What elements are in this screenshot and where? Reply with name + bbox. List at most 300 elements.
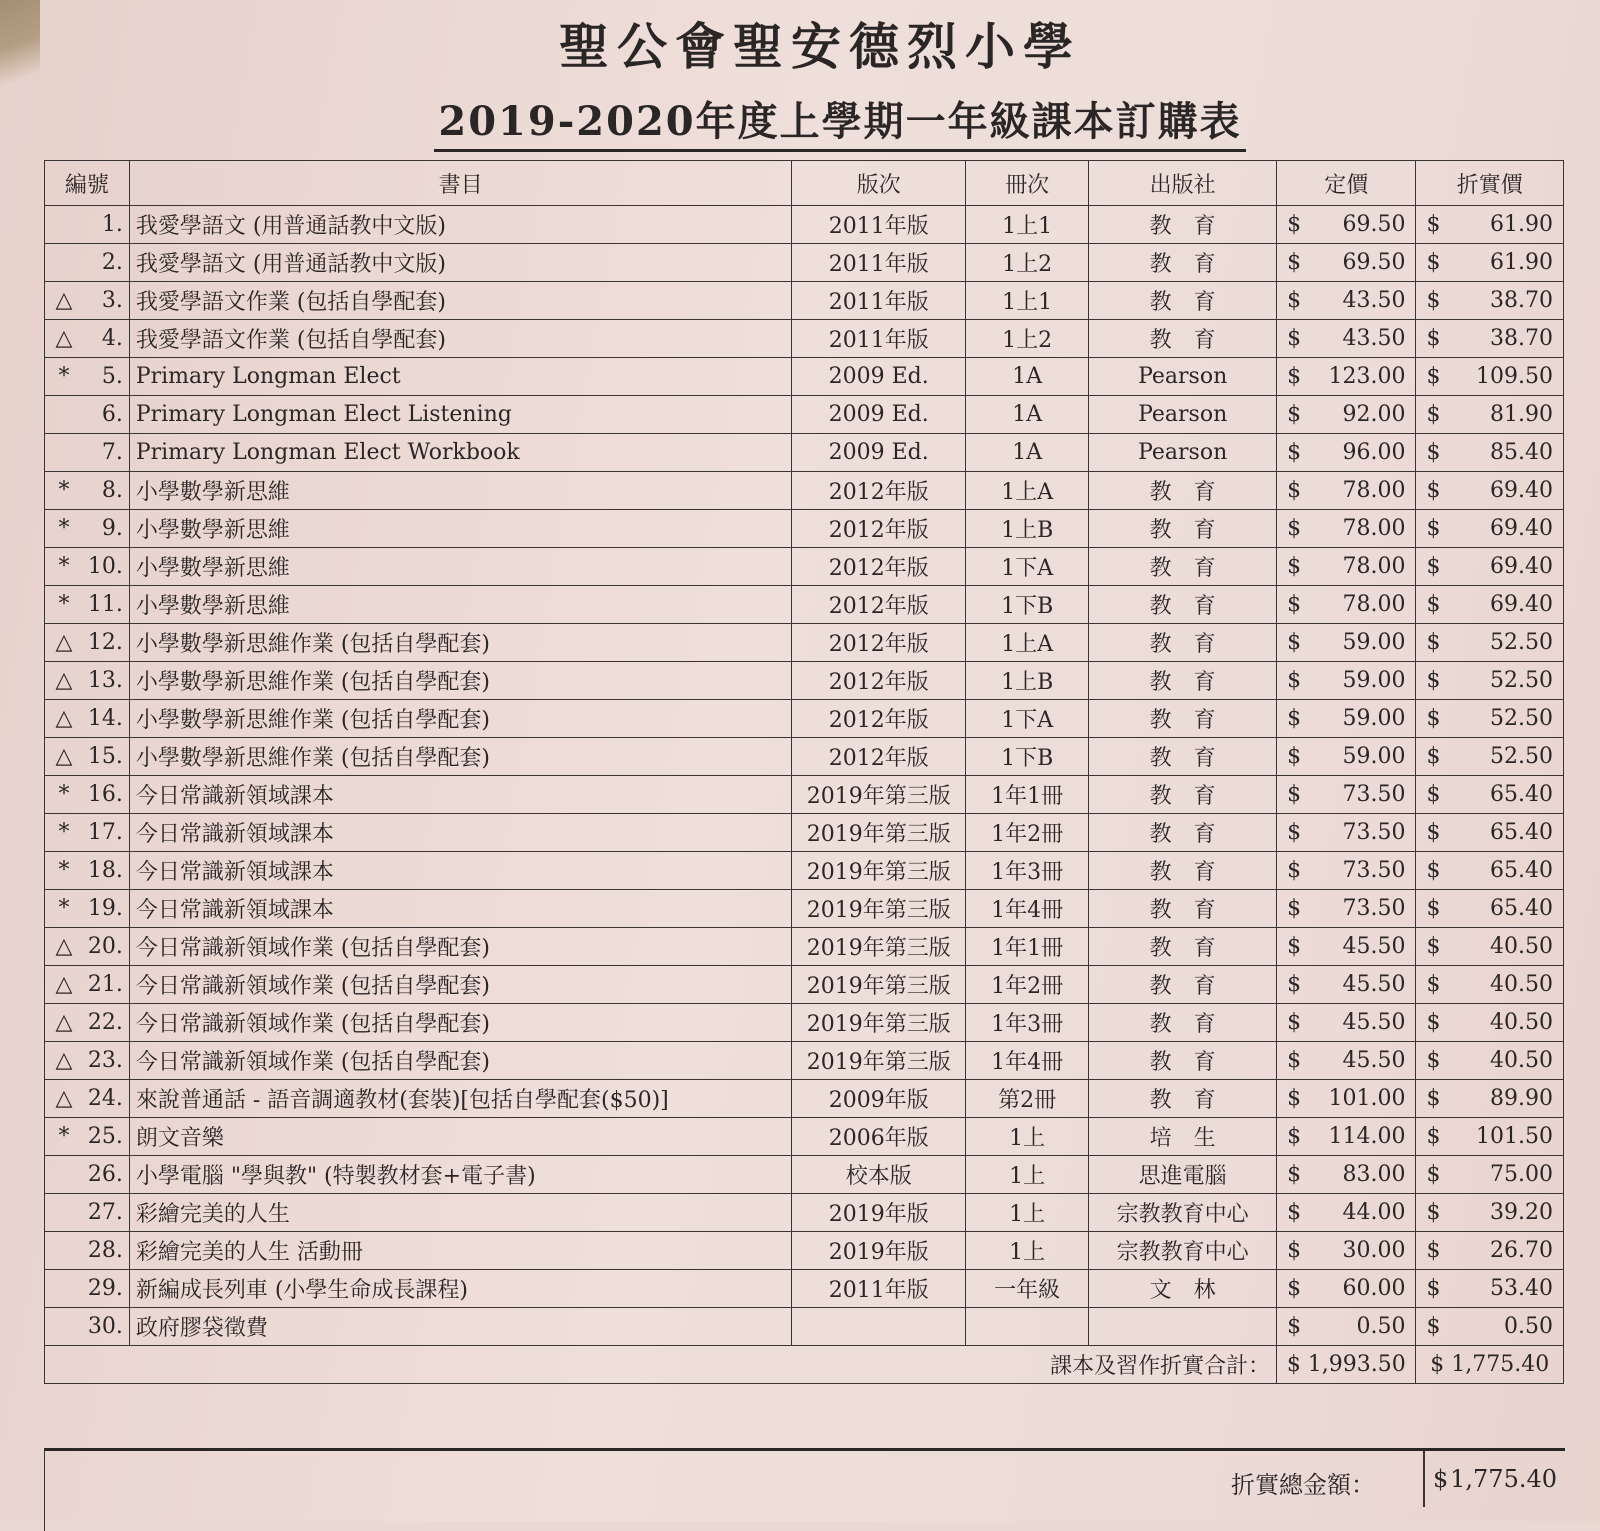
row-volume: 1上 bbox=[966, 1194, 1089, 1232]
row-price-cell bbox=[1277, 890, 1416, 928]
textbook-table bbox=[44, 160, 1564, 1384]
grand-total-divider bbox=[1423, 1451, 1425, 1507]
row-title: 小學電腦 "學與教" (特製教材套+電子書) bbox=[129, 1156, 792, 1194]
row-volume: 1年4冊 bbox=[966, 1042, 1089, 1080]
row-net-price: 39.20 bbox=[1490, 1200, 1553, 1225]
row-publisher: 教 育 bbox=[1089, 966, 1277, 1004]
subtotal-row bbox=[45, 1346, 1564, 1384]
row-number: 4. bbox=[101, 326, 123, 351]
row-volume: 1A bbox=[966, 396, 1089, 434]
currency-symbol: $ bbox=[1426, 554, 1441, 579]
row-number-cell bbox=[45, 966, 130, 1004]
row-edition: 2011年版 bbox=[792, 206, 966, 244]
row-price: 101.00 bbox=[1328, 1086, 1406, 1111]
currency-symbol: $ bbox=[1287, 896, 1302, 921]
currency-symbol: $ bbox=[1287, 668, 1302, 693]
row-mark: * bbox=[58, 478, 70, 503]
table-row bbox=[45, 1308, 1564, 1346]
row-publisher: 教 育 bbox=[1089, 472, 1277, 510]
row-price-cell bbox=[1277, 548, 1416, 586]
row-publisher: Pearson bbox=[1089, 434, 1277, 472]
row-net-price-cell bbox=[1416, 1118, 1564, 1156]
row-mark: * bbox=[58, 516, 70, 541]
row-price-cell bbox=[1277, 1004, 1416, 1042]
row-net-price-cell bbox=[1416, 1232, 1564, 1270]
row-volume: 1A bbox=[966, 434, 1089, 472]
row-price: 73.50 bbox=[1342, 858, 1406, 883]
currency-symbol: $ bbox=[1287, 288, 1302, 313]
row-net-price: 65.40 bbox=[1490, 858, 1553, 883]
row-price: 73.50 bbox=[1342, 782, 1406, 807]
row-edition: 2009年版 bbox=[792, 1080, 966, 1118]
currency-symbol: $ bbox=[1426, 896, 1441, 921]
row-publisher: 文 林 bbox=[1089, 1270, 1277, 1308]
row-number: 16. bbox=[87, 782, 123, 807]
row-net-price-cell bbox=[1416, 852, 1564, 890]
row-title: 今日常識新領域課本 bbox=[129, 814, 792, 852]
row-number-cell bbox=[45, 1232, 130, 1270]
row-price-cell bbox=[1277, 320, 1416, 358]
row-price-cell bbox=[1277, 738, 1416, 776]
row-net-price-cell bbox=[1416, 1004, 1564, 1042]
row-edition: 2019年第三版 bbox=[792, 966, 966, 1004]
row-price: 73.50 bbox=[1342, 896, 1406, 921]
row-net-price: 52.50 bbox=[1490, 744, 1553, 769]
row-price-cell bbox=[1277, 1308, 1416, 1346]
header-price: 定價 bbox=[1277, 161, 1416, 206]
row-publisher bbox=[1089, 1308, 1277, 1346]
row-volume: 1下A bbox=[966, 700, 1089, 738]
row-price-cell bbox=[1277, 1042, 1416, 1080]
currency-symbol: $ bbox=[1287, 250, 1302, 275]
row-publisher: 教 育 bbox=[1089, 206, 1277, 244]
row-number: 8. bbox=[101, 478, 123, 503]
row-title: 今日常識新領域課本 bbox=[129, 852, 792, 890]
currency-symbol: $ bbox=[1287, 402, 1302, 427]
row-price: 60.00 bbox=[1342, 1276, 1406, 1301]
row-price-cell bbox=[1277, 586, 1416, 624]
row-number-cell bbox=[45, 510, 130, 548]
row-price: 73.50 bbox=[1342, 820, 1406, 845]
row-price: 45.50 bbox=[1342, 934, 1406, 959]
row-mark: △ bbox=[55, 706, 73, 731]
row-publisher: Pearson bbox=[1089, 358, 1277, 396]
row-net-price-cell bbox=[1416, 700, 1564, 738]
row-number-cell bbox=[45, 662, 130, 700]
currency-symbol: $ bbox=[1287, 326, 1302, 351]
row-price: 78.00 bbox=[1342, 554, 1406, 579]
row-publisher: 教 育 bbox=[1089, 320, 1277, 358]
row-title: Primary Longman Elect bbox=[129, 358, 792, 396]
row-number-cell bbox=[45, 548, 130, 586]
row-price-cell bbox=[1277, 282, 1416, 320]
row-volume: 1下A bbox=[966, 548, 1089, 586]
table-row bbox=[45, 586, 1564, 624]
row-title: 小學數學新思維 bbox=[129, 548, 792, 586]
row-mark: * bbox=[58, 554, 70, 579]
currency-symbol: $ bbox=[1287, 592, 1302, 617]
row-net-price: 81.90 bbox=[1490, 402, 1553, 427]
row-volume: 1上 bbox=[966, 1232, 1089, 1270]
row-price: 30.00 bbox=[1342, 1238, 1406, 1263]
row-mark: △ bbox=[55, 934, 73, 959]
row-net-price: 85.40 bbox=[1490, 440, 1553, 465]
row-mark: △ bbox=[55, 326, 73, 351]
row-volume: 1上A bbox=[966, 472, 1089, 510]
row-price-cell bbox=[1277, 358, 1416, 396]
currency-symbol: $ bbox=[1287, 1086, 1302, 1111]
row-title: 今日常識新領域課本 bbox=[129, 776, 792, 814]
currency-symbol: $ bbox=[1287, 1124, 1302, 1149]
row-price-cell bbox=[1277, 624, 1416, 662]
row-price: 59.00 bbox=[1342, 630, 1406, 655]
row-price-cell bbox=[1277, 1194, 1416, 1232]
row-net-price: 52.50 bbox=[1490, 630, 1553, 655]
row-number-cell bbox=[45, 700, 130, 738]
row-edition: 2009 Ed. bbox=[792, 434, 966, 472]
currency-symbol: $ bbox=[1426, 1200, 1441, 1225]
row-title: 小學數學新思維 bbox=[129, 510, 792, 548]
row-number: 29. bbox=[87, 1276, 123, 1301]
row-edition: 2011年版 bbox=[792, 282, 966, 320]
subtotal-net: $ 1,775.40 bbox=[1416, 1346, 1564, 1384]
row-mark: * bbox=[58, 592, 70, 617]
row-volume: 1年1冊 bbox=[966, 928, 1089, 966]
row-net-price-cell bbox=[1416, 1080, 1564, 1118]
currency-symbol: $ bbox=[1426, 668, 1441, 693]
currency-symbol: $ bbox=[1426, 1238, 1441, 1263]
currency-symbol: $ bbox=[1287, 440, 1302, 465]
table-row bbox=[45, 320, 1564, 358]
row-price-cell bbox=[1277, 472, 1416, 510]
table-row bbox=[45, 662, 1564, 700]
row-edition: 2009 Ed. bbox=[792, 358, 966, 396]
form-header bbox=[0, 12, 1600, 152]
row-net-price-cell bbox=[1416, 1308, 1564, 1346]
currency-symbol: $ bbox=[1426, 782, 1441, 807]
row-volume: 1年2冊 bbox=[966, 814, 1089, 852]
row-mark: * bbox=[58, 364, 70, 389]
row-edition: 2019年第三版 bbox=[792, 776, 966, 814]
header-title: 書目 bbox=[129, 161, 792, 206]
row-price: 45.50 bbox=[1342, 1048, 1406, 1073]
row-price: 114.00 bbox=[1328, 1124, 1406, 1149]
currency-symbol: $ bbox=[1287, 478, 1302, 503]
row-publisher: 教 育 bbox=[1089, 1042, 1277, 1080]
row-title: 今日常識新領域作業 (包括自學配套) bbox=[129, 1004, 792, 1042]
currency-symbol: $ bbox=[1287, 516, 1302, 541]
currency-symbol: $ bbox=[1426, 1276, 1441, 1301]
row-publisher: 思進電腦 bbox=[1089, 1156, 1277, 1194]
row-volume: 1上B bbox=[966, 662, 1089, 700]
row-volume: 1年1冊 bbox=[966, 776, 1089, 814]
row-net-price-cell bbox=[1416, 890, 1564, 928]
row-mark: * bbox=[58, 1124, 70, 1149]
grand-total-box bbox=[44, 1448, 1565, 1531]
row-net-price-cell bbox=[1416, 662, 1564, 700]
row-net-price-cell bbox=[1416, 206, 1564, 244]
currency-symbol: $ bbox=[1287, 934, 1302, 959]
row-publisher: 教 育 bbox=[1089, 814, 1277, 852]
currency-symbol: $ bbox=[1287, 1048, 1302, 1073]
row-volume: 1年3冊 bbox=[966, 1004, 1089, 1042]
row-publisher: 培 生 bbox=[1089, 1118, 1277, 1156]
currency-symbol: $ bbox=[1287, 972, 1302, 997]
row-net-price: 69.40 bbox=[1490, 516, 1553, 541]
table-row bbox=[45, 244, 1564, 282]
row-edition: 2011年版 bbox=[792, 320, 966, 358]
row-edition: 2019年第三版 bbox=[792, 928, 966, 966]
row-number: 27. bbox=[87, 1200, 123, 1225]
currency-symbol: $ bbox=[1426, 250, 1441, 275]
row-price: 43.50 bbox=[1342, 326, 1406, 351]
row-net-price: 61.90 bbox=[1490, 212, 1553, 237]
row-publisher: 教 育 bbox=[1089, 890, 1277, 928]
row-price: 45.50 bbox=[1342, 1010, 1406, 1035]
row-number: 1. bbox=[101, 212, 123, 237]
row-price-cell bbox=[1277, 244, 1416, 282]
row-volume: 1下B bbox=[966, 738, 1089, 776]
currency-symbol: $ bbox=[1287, 364, 1302, 389]
row-edition: 2012年版 bbox=[792, 662, 966, 700]
row-volume: 第2冊 bbox=[966, 1080, 1089, 1118]
row-title: 我愛學語文作業 (包括自學配套) bbox=[129, 282, 792, 320]
row-number-cell bbox=[45, 890, 130, 928]
row-net-price: 52.50 bbox=[1490, 668, 1553, 693]
table-row bbox=[45, 966, 1564, 1004]
row-net-price: 101.50 bbox=[1476, 1124, 1553, 1149]
row-number: 28. bbox=[87, 1238, 123, 1263]
row-net-price: 65.40 bbox=[1490, 782, 1553, 807]
row-number-cell bbox=[45, 244, 130, 282]
row-publisher: 教 育 bbox=[1089, 624, 1277, 662]
currency-symbol: $ bbox=[1426, 858, 1441, 883]
table-row bbox=[45, 700, 1564, 738]
row-price-cell bbox=[1277, 1156, 1416, 1194]
row-number-cell bbox=[45, 1080, 130, 1118]
row-net-price: 65.40 bbox=[1490, 896, 1553, 921]
currency-symbol: $ bbox=[1287, 1314, 1302, 1339]
school-name: 聖公會聖安德烈小學 bbox=[559, 17, 1081, 76]
row-title: 我愛學語文作業 (包括自學配套) bbox=[129, 320, 792, 358]
table-row bbox=[45, 434, 1564, 472]
table-row bbox=[45, 776, 1564, 814]
table-row bbox=[45, 624, 1564, 662]
row-number: 20. bbox=[87, 934, 123, 959]
row-net-price-cell bbox=[1416, 624, 1564, 662]
row-price-cell bbox=[1277, 1232, 1416, 1270]
row-net-price-cell bbox=[1416, 966, 1564, 1004]
currency-symbol: $ bbox=[1426, 706, 1441, 731]
currency-symbol: $ bbox=[1426, 478, 1441, 503]
table-row bbox=[45, 1156, 1564, 1194]
row-number-cell bbox=[45, 1270, 130, 1308]
table-row bbox=[45, 890, 1564, 928]
table-row bbox=[45, 814, 1564, 852]
currency-symbol: $ bbox=[1426, 744, 1441, 769]
row-volume: 1年3冊 bbox=[966, 852, 1089, 890]
row-net-price-cell bbox=[1416, 928, 1564, 966]
row-volume: 1年4冊 bbox=[966, 890, 1089, 928]
row-net-price-cell bbox=[1416, 358, 1564, 396]
row-edition: 2011年版 bbox=[792, 244, 966, 282]
row-number: 21. bbox=[87, 972, 123, 997]
row-volume: 1上2 bbox=[966, 244, 1089, 282]
row-title: 新編成長列車 (小學生命成長課程) bbox=[129, 1270, 792, 1308]
row-volume: 1上A bbox=[966, 624, 1089, 662]
row-net-price-cell bbox=[1416, 776, 1564, 814]
row-price-cell bbox=[1277, 814, 1416, 852]
currency-symbol: $ bbox=[1287, 744, 1302, 769]
row-price: 59.00 bbox=[1342, 744, 1406, 769]
row-edition: 2012年版 bbox=[792, 700, 966, 738]
table-row bbox=[45, 1042, 1564, 1080]
currency-symbol: $ bbox=[1426, 402, 1441, 427]
row-publisher: 宗教教育中心 bbox=[1089, 1232, 1277, 1270]
row-number: 25. bbox=[87, 1124, 123, 1149]
row-edition: 2009 Ed. bbox=[792, 396, 966, 434]
table-row bbox=[45, 510, 1564, 548]
row-volume: 1上2 bbox=[966, 320, 1089, 358]
row-volume: 1下B bbox=[966, 586, 1089, 624]
row-price-cell bbox=[1277, 700, 1416, 738]
row-number-cell bbox=[45, 738, 130, 776]
row-number-cell bbox=[45, 434, 130, 472]
row-mark: * bbox=[58, 896, 70, 921]
currency-symbol: $ bbox=[1287, 554, 1302, 579]
row-net-price: 69.40 bbox=[1490, 554, 1553, 579]
row-price: 78.00 bbox=[1342, 478, 1406, 503]
row-title: 今日常識新領域課本 bbox=[129, 890, 792, 928]
row-price-cell bbox=[1277, 1270, 1416, 1308]
row-net-price: 40.50 bbox=[1490, 934, 1553, 959]
row-net-price: 40.50 bbox=[1490, 972, 1553, 997]
row-number: 12. bbox=[87, 630, 123, 655]
row-volume: 1上B bbox=[966, 510, 1089, 548]
row-number-cell bbox=[45, 358, 130, 396]
row-number: 2. bbox=[101, 250, 123, 275]
row-net-price-cell bbox=[1416, 548, 1564, 586]
row-number: 6. bbox=[101, 402, 123, 427]
row-net-price: 38.70 bbox=[1490, 326, 1553, 351]
currency-symbol: $ bbox=[1287, 212, 1302, 237]
row-net-price-cell bbox=[1416, 510, 1564, 548]
row-net-price-cell bbox=[1416, 586, 1564, 624]
table-row bbox=[45, 1194, 1564, 1232]
row-number-cell bbox=[45, 1118, 130, 1156]
table-header-row bbox=[45, 161, 1564, 206]
row-mark: △ bbox=[55, 288, 73, 313]
table-row bbox=[45, 1080, 1564, 1118]
currency-symbol: $ bbox=[1426, 440, 1441, 465]
row-net-price-cell bbox=[1416, 282, 1564, 320]
row-publisher: 教 育 bbox=[1089, 548, 1277, 586]
row-number-cell bbox=[45, 206, 130, 244]
row-volume: 1上 bbox=[966, 1118, 1089, 1156]
row-price: 92.00 bbox=[1342, 402, 1406, 427]
row-number-cell bbox=[45, 1308, 130, 1346]
grand-total-value bbox=[1433, 1465, 1557, 1493]
row-number: 24. bbox=[87, 1086, 123, 1111]
row-title: 今日常識新領域作業 (包括自學配套) bbox=[129, 1042, 792, 1080]
row-net-price: 109.50 bbox=[1476, 364, 1553, 389]
row-volume: 1上1 bbox=[966, 206, 1089, 244]
table-row bbox=[45, 738, 1564, 776]
row-mark: △ bbox=[55, 1010, 73, 1035]
row-number: 9. bbox=[101, 516, 123, 541]
row-price: 59.00 bbox=[1342, 668, 1406, 693]
row-volume: 1A bbox=[966, 358, 1089, 396]
row-mark: * bbox=[58, 820, 70, 845]
table-row bbox=[45, 396, 1564, 434]
row-mark: △ bbox=[55, 1086, 73, 1111]
table-row bbox=[45, 852, 1564, 890]
row-number-cell bbox=[45, 776, 130, 814]
row-net-price-cell bbox=[1416, 1194, 1564, 1232]
row-title: 我愛學語文 (用普通話教中文版) bbox=[129, 206, 792, 244]
table-row bbox=[45, 1004, 1564, 1042]
row-publisher: Pearson bbox=[1089, 396, 1277, 434]
currency-symbol: $ bbox=[1426, 516, 1441, 541]
currency-symbol: $ bbox=[1426, 972, 1441, 997]
row-mark: △ bbox=[55, 972, 73, 997]
row-net-price: 89.90 bbox=[1490, 1086, 1553, 1111]
row-price-cell bbox=[1277, 434, 1416, 472]
currency-symbol: $ bbox=[1426, 592, 1441, 617]
currency-symbol: $ bbox=[1287, 1238, 1302, 1263]
row-publisher: 教 育 bbox=[1089, 776, 1277, 814]
form-title: 2019-2020年度上學期一年級課本訂購表 bbox=[434, 90, 1245, 152]
row-edition: 2019年第三版 bbox=[792, 1042, 966, 1080]
row-edition: 2012年版 bbox=[792, 624, 966, 662]
table-row bbox=[45, 358, 1564, 396]
row-title: Primary Longman Elect Workbook bbox=[129, 434, 792, 472]
currency-symbol: $ bbox=[1287, 1162, 1302, 1187]
row-number-cell bbox=[45, 1004, 130, 1042]
row-net-price-cell bbox=[1416, 1270, 1564, 1308]
row-net-price-cell bbox=[1416, 396, 1564, 434]
row-price-cell bbox=[1277, 928, 1416, 966]
row-net-price-cell bbox=[1416, 320, 1564, 358]
grand-total-amount: 1,775.40 bbox=[1450, 1465, 1557, 1493]
row-edition: 2011年版 bbox=[792, 1270, 966, 1308]
currency-symbol: $ bbox=[1426, 326, 1441, 351]
row-number: 10. bbox=[87, 554, 123, 579]
row-edition: 2012年版 bbox=[792, 472, 966, 510]
row-edition: 2019年版 bbox=[792, 1232, 966, 1270]
row-title: 今日常識新領域作業 (包括自學配套) bbox=[129, 928, 792, 966]
row-number: 30. bbox=[87, 1314, 123, 1339]
table-row bbox=[45, 928, 1564, 966]
row-number-cell bbox=[45, 586, 130, 624]
row-publisher: 教 育 bbox=[1089, 852, 1277, 890]
table-row bbox=[45, 206, 1564, 244]
row-title: 朗文音樂 bbox=[129, 1118, 792, 1156]
currency-symbol: $ bbox=[1426, 1124, 1441, 1149]
row-price: 43.50 bbox=[1342, 288, 1406, 313]
row-edition: 2019年版 bbox=[792, 1194, 966, 1232]
currency-symbol: $ bbox=[1426, 1010, 1441, 1035]
row-number-cell bbox=[45, 320, 130, 358]
row-price-cell bbox=[1277, 852, 1416, 890]
row-price: 0.50 bbox=[1356, 1314, 1406, 1339]
row-publisher: 教 育 bbox=[1089, 662, 1277, 700]
currency-symbol: $ bbox=[1426, 1162, 1441, 1187]
row-edition: 2019年第三版 bbox=[792, 852, 966, 890]
row-title: 彩繪完美的人生 bbox=[129, 1194, 792, 1232]
currency-symbol: $ bbox=[1426, 212, 1441, 237]
currency-symbol: $ bbox=[1287, 1010, 1302, 1035]
